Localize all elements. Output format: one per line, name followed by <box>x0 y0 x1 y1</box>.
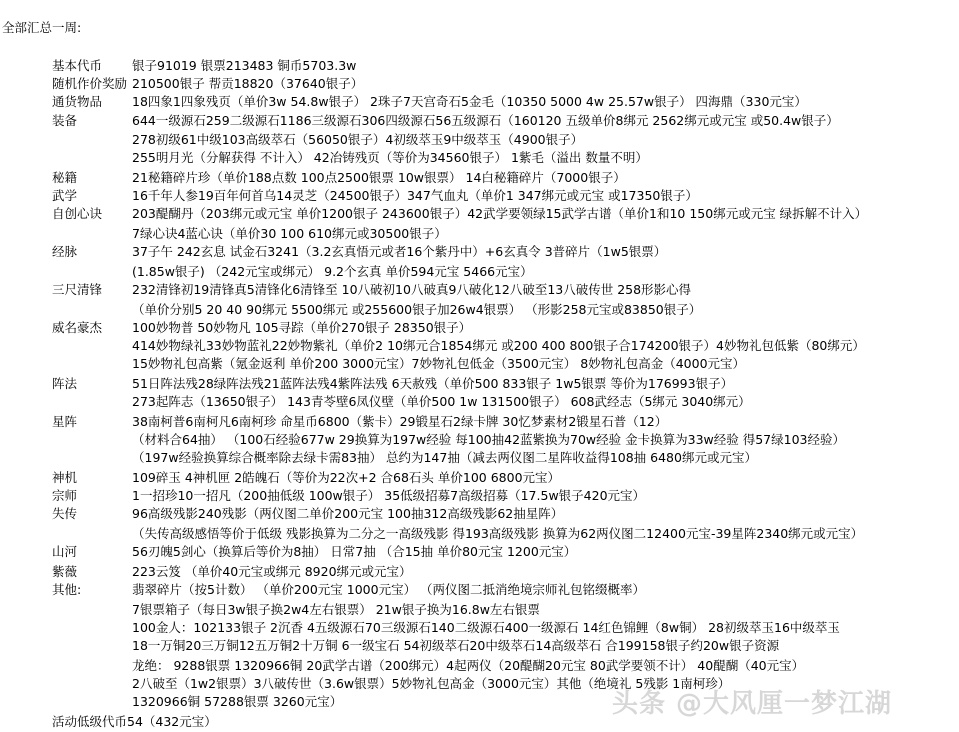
row-text: 203醍醐丹（203绑元或元宝 单价1200银子 243600银子）42武学要领绿15武学古谱（单价1和10 150绑元或元宝 绿拆解不计入） <box>132 206 868 221</box>
row-text: 109碎玉 4神机匣 2皓魄石（等价为22次+2 合68石头 单价100 6800元宝） <box>132 470 561 485</box>
row-text: 100金人：102133银子 2沉香 4五级源石70三级源石140二级源石400一级源石 14红色锦鲤（8w铜） 28初级萃玉16中级萃玉 <box>132 620 840 635</box>
row-label: 随机作价奖励 <box>52 76 128 91</box>
row-label: 山河 <box>52 544 78 559</box>
row-text: （单价分别5 20 40 90绑元 5500绑元 或255600银子加26w4银票） （形影258元宝或83850银子） <box>132 302 702 317</box>
row-text: 18四象1四象残页（单价3w 54.8w银子） 2珠子7天宫奇石5金毛（10350 5000 4w 25.57w银子） 四海鼎（330元宝） <box>132 94 807 109</box>
row-text: 16千年人参19百年何首乌14灵芝（24500银子）347气血丸（单价1 347绑元或元宝 或17350银子） <box>132 188 698 203</box>
row-text: 7银票箱子（每日3w银子换2w4左右银票） 21w银子换为16.8w左右银票 <box>132 602 540 617</box>
row-label: 三尺清锋 <box>52 282 103 297</box>
row-text: （197w经验换算综合概率除去绿卡需83抽） 总约为147抽（减去两仪图二星阵收益得108抽 6480绑元或元宝） <box>132 450 757 465</box>
row-text: 21秘籍碎片珍（单价188点数 100点2500银票 10w银票） 14白秘籍碎片（7000银子） <box>132 170 626 185</box>
summary-title: 全部汇总一周: <box>2 20 82 35</box>
row-label: 星阵 <box>52 414 78 429</box>
row-label: 通货物品 <box>52 94 103 109</box>
row-text: 51日阵法残28绿阵法残21蓝阵法残4紫阵法残 6天赦残（单价500 833银子 1w5银票 等价为176993银子） <box>132 376 734 391</box>
row-label: 阵法 <box>52 376 78 391</box>
row-text: 96高级残影240残影（两仪图二单价200元宝 100抽312高级残影62抽星阵） <box>132 506 564 521</box>
row-text: 龙绝： 9288银票 1320966铜 20武学古谱（200绑元）4起两仪（20醍醐20元宝 80武学要领不计） 40醍醐（40元宝） <box>132 658 805 673</box>
row-label: 其他: <box>52 582 82 597</box>
row-label: 装备 <box>52 113 78 128</box>
row-text: 翡翠碎片（按5计数） （单价200元宝 1000元宝） （两仪图二抵消绝境宗师礼包铭缀概率） <box>132 582 646 597</box>
row-label: 武学 <box>52 188 78 203</box>
row-label: 自创心诀 <box>52 206 103 221</box>
row-label: 宗师 <box>52 488 78 503</box>
row-text: 37子午 242玄息 试金石3241（3.2玄真悟元或者16个紫丹中）+6玄真令 3普碎片（1w5银票） <box>132 244 667 259</box>
row-text: 278初级61中级103高级萃石（56050银子）4初级萃玉9中级萃玉（4900银子） <box>132 132 584 147</box>
row-label: 经脉 <box>52 244 78 259</box>
row-text: （材料合64抽） （100石经验677w 29换算为197w经验 每100抽42蓝紫换为70w经验 金卡换算为33w经验 得57绿103经验） <box>132 432 845 447</box>
row-label: 神机 <box>52 470 78 485</box>
row-text: 210500银子 帮贡18820（37640银子） <box>132 76 364 91</box>
row-label: 基本代币 <box>52 58 103 73</box>
row-text: 38南柯普6南柯凡6南柯珍 命星币6800（紫卡）29锻星石2绿卡牌 30忆梦素材2锻星石普（12） <box>132 414 668 429</box>
row-label: 失传 <box>52 506 78 521</box>
row-text: 644一级源石259二级源石1186三级源石306四级源石56五级源石（160120 五级单价8绑元 2562绑元或元宝 或50.4w银子） <box>132 113 839 128</box>
row-text: 414妙物绿礼33妙物蓝礼22妙物紫礼（单价2 10绑元合1854绑元 或200 400 800银子合174200银子）4妙物礼包低紫（80绑元） <box>132 338 865 353</box>
row-text: 1一招珍10一招凡（200抽低级 100w银子） 35低级招募7高级招募（17.5w银子420元宝） <box>132 488 646 503</box>
watermark: 头条 @大风厘一梦江湖 <box>612 689 893 719</box>
row-label: 威名豪杰 <box>52 320 103 335</box>
row-text: 2八破至（1w2银票）3八破传世（3.6w银票）5妙物礼包高金（3000元宝）其他（绝境礼 5残影 1南柯珍） <box>132 676 731 691</box>
row-text: 100妙物普 50妙物凡 105寻踪（单价270银子 28350银子） <box>132 320 472 335</box>
row-text: 1320966铜 57288银票 3260元宝） <box>132 694 343 709</box>
row-label: 秘籍 <box>52 170 78 185</box>
row-text: （失传高级感悟等价于低级 残影换算为二分之一高级残影 得193高级残影 换算为62两仪图二12400元宝-39星阵2340绑元或元宝） <box>132 526 864 541</box>
row-text: 15妙物礼包高紫（氪金返利 单价200 3000元宝）7妙物礼包低金（3500元宝） 8妙物礼包高金（4000元宝） <box>132 356 746 371</box>
row-text: 273起阵志（13650银子） 143青苓壁6凤仪壁（单价500 1w 131500银子） 608武经志（5绑元 3040绑元） <box>132 394 751 409</box>
row-text: 银子91019 银票213483 铜币5703.3w <box>132 58 357 73</box>
row-text: 18一万铜20三万铜12五万铜2十万铜 6一级宝石 54初级萃石20中级萃石14高级萃石 合199158银子约20w银子资源 <box>132 638 780 653</box>
row-text: 7绿心诀4蓝心诀（单价30 100 610绑元或30500银子） <box>132 226 447 241</box>
row-label: 活动低级代币54（432元宝） <box>52 714 217 729</box>
row-text: (1.85w银子) （242元宝或绑元） 9.2个玄真 单价594元宝 5466元宝） <box>132 264 533 279</box>
row-text: 232清锋初19清锋真5清锋化6清锋至 10八破初10八破真9八破化12八破至13八破传世 258形影心得 <box>132 282 692 297</box>
row-text: 56刃魄5剑心（换算后等价为8抽） 日常7抽 （合15抽 单价80元宝 1200元宝） <box>132 544 577 559</box>
row-text: 223云笈 （单价40元宝或绑元 8920绑元或元宝） <box>132 564 412 579</box>
row-label: 紫薇 <box>52 564 78 579</box>
row-text: 255明月光（分解获得 不计入） 42冶铸残页（等价为34560银子） 1紫毛（溢出 数量不明） <box>132 150 648 165</box>
